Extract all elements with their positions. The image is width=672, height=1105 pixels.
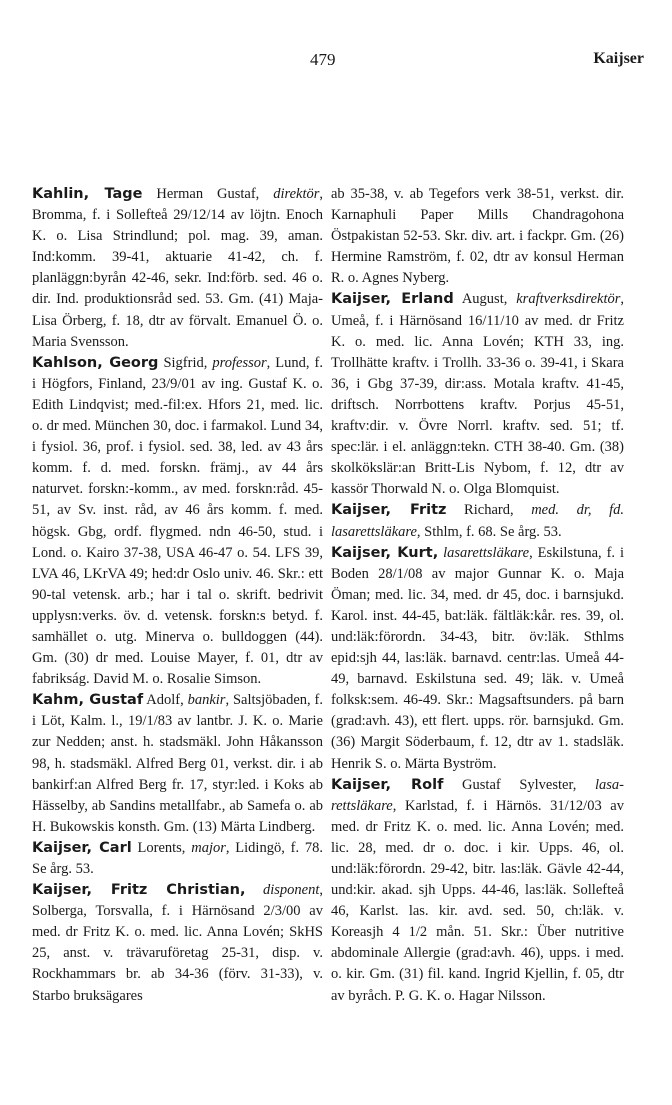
biography-entry	[32, 690, 323, 838]
entry-name: Kaijser, Rolf	[331, 776, 444, 793]
page-number: 479	[310, 50, 336, 69]
biography-entry	[32, 184, 323, 353]
left-column	[32, 184, 323, 1007]
entry-text: , Solberga, Torsvalla, f. i Härnösand 2/3/00 av med. dr Fritz K. o. med. lic. Anna Lovén; SkHS 25, anst. v. trävaruföretag 25-31, disp. v. Rockhammars br. ab 34-36 (förv. 31-33), v. Starbo bruksägares	[32, 882, 323, 1004]
entry-title: lasarettsläkare	[443, 544, 530, 561]
entry-text: , Umeå, f. i Härnösand 16/11/10 av med. dr Fritz K. o. med. lic. Anna Lovén; KTH 33, ing. Trollhätte kraftv. i Trollh. 33-36 o. 39-41, i Skara 36, i Gbg 37-39, dir:ass. Motala kraftv. 41-45, driftsch. Norrbottens kraftv. Porjus 45-51, kraftv:dir. v. Övre Norrl. kraftv. sed. 51; tf. spec:lär. i el. anläggn:tekn. CTH 38-40. Gm. (38) skolkökslär:an Britt-Lis Nybom, f. 12, dtr av kassör Thorwald N. o. Olga Blomquist.	[331, 291, 625, 498]
biography-entry	[331, 184, 624, 289]
running-head: Kaijser	[593, 50, 644, 67]
biography-entry	[331, 775, 624, 1007]
entry-text: , Lund, f. i Högfors, Finland, 23/9/01 av ing. Gustaf K. o. Edith Lindqvist; med.-fil:ex. Hfors 21, med. lic. o. dr med. München 30, doc. i farmakol. Lund 34, i fysiol. 36, prof. i fysiol. sed. 38, led. av 43 års komm. f. d. med. forskn. främj., av 44 års naturvet. forskn:-komm., av med. forskn:råd. 45-51, av Sv. inst. råd, av 46 års komm. f. med. högsk. Gbg, ordf. flygmed. ndn 46-50, stud. i Lond. o. Kairo 37-38, USA 46-47 o. 54. LFS 39, LVA 46, LKrVA 49; hed:dr Oslo univ. 46. Skr.: ett 90-tal vetensk. arb.; har i tal o. skrift. bedrivit upplysn:verks. öv. d. vetensk. forskn:s betyd. f. samhället o. utg. Minerva o. bulldoggen (44). Gm. (30) dr med. Louise Mayer, f. 01, dtr av fabrikság. David M. o. Rosalie Simson.	[32, 354, 324, 688]
entry-title: med. dr, fd. lasarettsläkare	[331, 502, 624, 540]
entry-title: major	[191, 839, 226, 856]
entry-title: bankir	[187, 692, 226, 709]
entry-title: professor	[212, 354, 267, 371]
entry-text: , Eskilstuna, f. i Boden 28/1/08 av major Gunnar K. o. Maja Öman; med. lic. 34, med. dr 45, doc. i barnsjukd. Karol. inst. 44-45, bat:läk. fältläk:kår. res. 39, ol. und:läk:förordn. 34-43, bitr. öv:läk. Sthlms epid:sjh 44, las:läk. barnavd. centr:las. Umeå 44-49, barnavd. Eskilstuna sed. 49; läk. v. Umeå folksk:sem. 46-49. Skr.: Magsaftsunders. på barn (grad:avh. 43), ett flert. upps. rör. barnsjukd. Gm. (36) Margit Söderbaum, f. 12, dtr av 1. stadsläk. Henrik S. o. Märta Byström.	[331, 544, 624, 772]
biography-entry	[32, 838, 323, 880]
entry-text: , Bromma, f. i Sollefteå 29/12/14 av löjtn. Enoch K. o. Lisa Strindlund; pol. mag. 39, aman. Ind:komm. 39-41, aktuarie 41-42, ch. f. planläggn:byrån 42-46, sekr. Ind:förb. sed. 46 o. dir. Ind. produktionsråd sed. 53. Gm. (41) Maja-Lisa Örberg, f. 18, dtr av förvalt. Emanuel Ö. o. Maria Svensson.	[32, 186, 323, 350]
right-column	[331, 184, 624, 1007]
entry-given-names	[245, 882, 263, 898]
biography-entry	[331, 500, 624, 542]
entry-title: kraftverksdirektör	[516, 291, 621, 308]
entry-name: Kaijser, Fritz Christian,	[32, 882, 246, 899]
entry-given-names: Lorents,	[131, 839, 192, 856]
entry-title: direktör	[273, 186, 320, 202]
biography-entry	[331, 543, 624, 775]
entry-given-names: Richard,	[446, 502, 532, 519]
entry-text: , Sthlm, f. 68. Se årg. 53.	[416, 523, 562, 540]
entry-given-names: Gustaf Sylvester,	[443, 776, 595, 793]
entry-given-names: August,	[453, 291, 517, 308]
entry-name: Kaijser, Fritz	[331, 502, 447, 519]
entry-name: Kahlin, Tage	[32, 186, 143, 202]
biography-entry	[32, 880, 323, 1007]
entry-title: lasarettsläkare	[331, 776, 624, 814]
entry-title: disponent	[262, 882, 320, 899]
entry-text: , Karlstad, f. i Härnös. 31/12/03 av med. dr Fritz K. o. med. lic. Anna Lovén; med. lic. 28, med. dr o. doc. i kir. Upps. 46, ol. und:läk:förordn. 29-42, bitr. las:läk. Gävle 42-44, und:kir. akad. sjh Upps. 44-46, las:läk. Sollefteå 46, Karlst. las. kir. avd. sed. 50, ch:läk. v. Koreasjh 4 1/2 mån. 51. Skr.: Über nutritive abdominale Allergie (grad:avh. 46), upps. i med. o. kir. Gm. (31) fil. kand. Ingrid Kjellin, f. 05, dtr av byråch. P. G. K. o. Hagar Nilsson.	[331, 797, 624, 1004]
entry-name: Kahlson, Georg	[32, 354, 159, 371]
entry-name: Kaijser, Carl	[32, 839, 132, 856]
entry-text: ab 35-38, v. ab Tegefors verk 38-51, verkst. dir. Karnaphuli Paper Mills Chandragohona Östpakistan 52-53. Skr. div. art. i fackpr. Gm. (26) Hermine Ramström, f. 02, dtr av konsul Herman R. o. Agnes Nyberg.	[331, 186, 624, 287]
entry-name: Kaijser, Erland	[331, 291, 454, 308]
entry-name: Kaijser, Kurt,	[331, 544, 439, 561]
biography-entry	[331, 289, 624, 500]
biography-entry	[32, 353, 323, 691]
entry-given-names: Sigfrid,	[158, 354, 213, 371]
entry-given-names: Herman Gustaf,	[142, 186, 274, 202]
entry-given-names: Adolf,	[143, 692, 188, 709]
entry-text: , Lidingö, f. 78. Se årg. 53.	[32, 839, 323, 877]
entry-name: Kahm, Gustaf	[32, 692, 144, 709]
entry-text: , Saltsjöbaden, f. i Löt, Kalm. l., 19/1/83 av lantbr. J. K. o. Marie zur Nedden; anst. h. stadsmäkl. John Håkansson 98, h. stadsmäkl. Alfred Berg 01, verkst. dir. i ab bankirf:an Alfred Berg fr. 17, styr:led. i Koks ab Hässelby, ab Sandins metallfabr., ab Samefa o. ab H. Bukowskis konsth. Gm. (13) Märta Lindberg.	[32, 692, 324, 835]
